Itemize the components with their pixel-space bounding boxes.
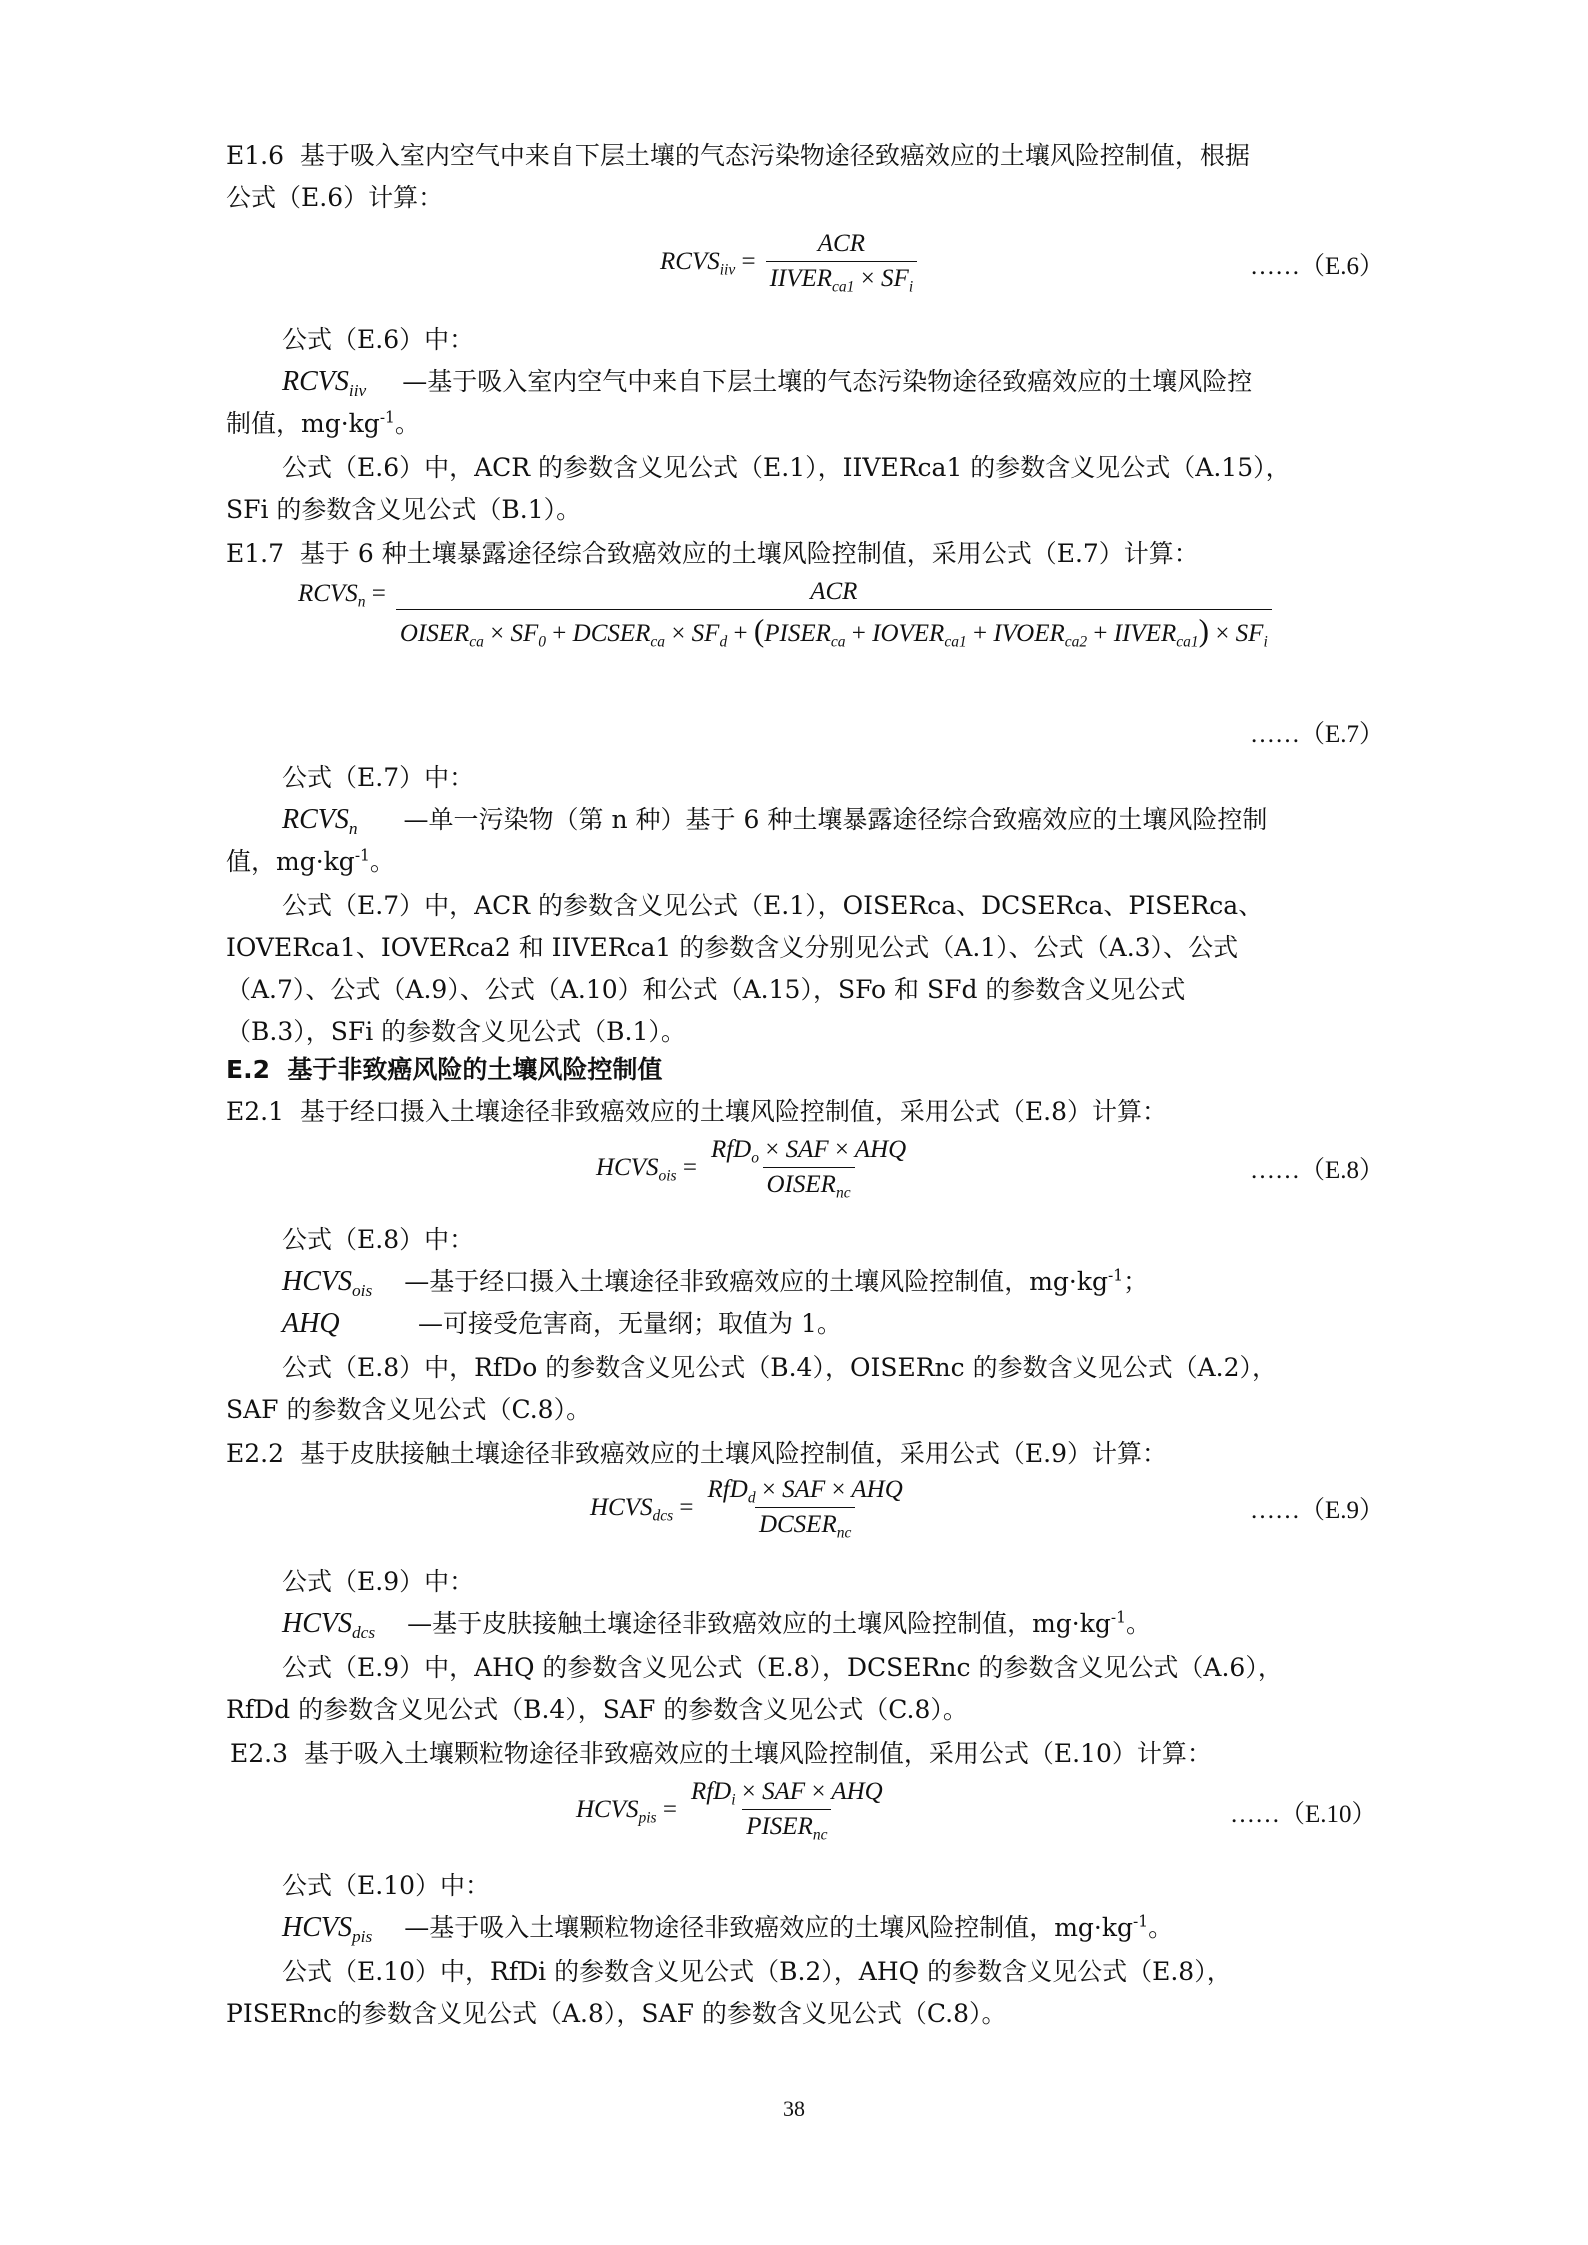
e23-definition-hcvs-pis: $HCVS_{pis}$ —基于吸入土壤颗粒物途径非致癌效应的土壤风险控制值，$mg\cdot kg^{-1}$。 — [282, 1912, 1174, 1947]
e16-title-line1: E1.6 基于吸入室内空气中来自下层土壤的气态污染物途径致癌效应的土壤风险控制值，根据 — [226, 141, 1250, 170]
equation-number-e6: ……（E.6） — [1250, 253, 1385, 280]
e16-definition-line2: 制值，$mg\cdot kg^{-1}$。 — [226, 408, 420, 438]
e22-title: E2.2 基于皮肤接触土壤途径非致癌效应的土壤风险控制值，采用公式（E.9）计算： — [226, 1439, 1168, 1468]
equation-number-e8: ……（E.8） — [1250, 1157, 1385, 1184]
equation-e7: $RCVS_n$ = ACR $OISER_{ca} \times SF_0$ + $DCSER_{ca} \times SF_d$ + ($PISER_{ca}$ + $IOVER_{ca1}$ + $IVOER_{ca2}$ + $IIVER_{ca1}) \times SF_i$ — [298, 578, 1272, 649]
e17-definition-line1: $RCVS_n$ —单一污染物（第 n 种）基于 6 种土壤暴露途径综合致癌效应的土壤风险控制 — [282, 804, 1268, 839]
e21-definition-hcvs-ois: $HCVS_{ois}$ —基于经口摄入土壤途径非致癌效应的土壤风险控制值，$mg\cdot kg^{-1}$； — [282, 1266, 1149, 1301]
e17-where-label: 公式（E.7）中： — [282, 763, 475, 792]
symbol-rcvs-iiv: $RCVS_{iiv}$ — [282, 366, 367, 401]
e16-reference-line1: 公式（E.6）中，ACR 的参数含义见公式（E.1），IIVERca1 的参数含义见公式（A.15）， — [282, 453, 1291, 482]
e23-reference-line2: PISERnc的参数含义见公式（A.8），SAF 的参数含义见公式（C.8）。 — [226, 1999, 1007, 2028]
symbol-hcvs-dcs: $HCVS_{dcs}$ — [282, 1608, 376, 1643]
section-heading-e2: E.2 基于非致癌风险的土壤风险控制值 — [226, 1055, 663, 1084]
e16-title-line2: 公式（E.6）计算： — [226, 183, 444, 212]
e16-where-label: 公式（E.6）中： — [282, 325, 475, 354]
e17-title: E1.7 基于 6 种土壤暴露途径综合致癌效应的土壤风险控制值，采用公式（E.7）计算： — [226, 539, 1199, 568]
symbol-hcvs-pis: $HCVS_{pis}$ — [282, 1912, 373, 1947]
e16-reference-line2: SFi 的参数含义见公式（B.1）。 — [226, 495, 582, 524]
e17-reference-line1: 公式（E.7）中，ACR 的参数含义见公式（E.1），OISERca、DCSERca、PISERca、 — [282, 891, 1264, 920]
e16-definition-line1: $RCVS_{iiv}$ —基于吸入室内空气中来自下层土壤的气态污染物途径致癌效应的土壤风险控 — [282, 366, 1253, 401]
e22-reference-line2: RfDd 的参数含义见公式（B.4），SAF 的参数含义见公式（C.8）。 — [226, 1695, 968, 1724]
equation-number-e9: ……（E.9） — [1250, 1497, 1385, 1524]
equation-e8: $HCVS_{ois}$ = $\frac{RfD_o \times SAF \times AHQ}{OISER_{nc}}$ — [596, 1136, 907, 1202]
equation-e9: $HCVS_{dcs}$ = $\frac{RfD_d \times SAF \times AHQ}{DCSER_{nc}}$ — [590, 1476, 903, 1542]
symbol-rcvs-n: $RCVS_n$ — [282, 804, 358, 839]
e17-definition-line2: 值，$mg\cdot kg^{-1}$。 — [226, 846, 395, 876]
symbol-ahq: AHQ — [282, 1308, 340, 1339]
e17-reference-line4: （B.3），SFi 的参数含义见公式（B.1）。 — [226, 1017, 686, 1046]
e23-title: E2.3 基于吸入土壤颗粒物途径非致癌效应的土壤风险控制值，采用公式（E.10）计算： — [230, 1739, 1212, 1768]
e21-where-label: 公式（E.8）中： — [282, 1225, 475, 1254]
e22-reference-line1: 公式（E.9）中，AHQ 的参数含义见公式（E.8），DCSERnc 的参数含义见公式（A.6）， — [282, 1653, 1283, 1682]
e22-definition-hcvs-dcs: $HCVS_{dcs}$ —基于皮肤接触土壤途径非致癌效应的土壤风险控制值，$mg\cdot kg^{-1}$。 — [282, 1608, 1152, 1643]
e21-reference-line1: 公式（E.8）中，RfDo 的参数含义见公式（B.4），OISERnc 的参数含义见公式（A.2）， — [282, 1353, 1277, 1382]
e22-where-label: 公式（E.9）中： — [282, 1567, 475, 1596]
e17-reference-line2: IOVERca1、IOVERca2 和 IIVERca1 的参数含义分别见公式（A.1）、公式（A.3）、公式 — [226, 933, 1239, 962]
equation-e6: $RCVS_{iiv}$ = $\frac{\text{ACR}}{IIVER_{ca1} \times SF_i}$ — [660, 230, 917, 293]
e23-reference-line1: 公式（E.10）中，RfDi 的参数含义见公式（B.2），AHQ 的参数含义见公式（E.8）， — [282, 1957, 1232, 1986]
e21-definition-ahq: AHQ —可接受危害商，无量纲；取值为 1。 — [282, 1306, 842, 1342]
e21-title: E2.1 基于经口摄入土壤途径非致癌效应的土壤风险控制值，采用公式（E.8）计算： — [226, 1097, 1168, 1126]
e17-reference-line3: （A.7）、公式（A.9）、公式（A.10）和公式（A.15），SFo 和 SFd 的参数含义见公式 — [226, 975, 1186, 1004]
symbol-hcvs-ois: $HCVS_{ois}$ — [282, 1266, 373, 1301]
e21-reference-line2: SAF 的参数含义见公式（C.8）。 — [226, 1395, 592, 1424]
equation-number-e10: ……（E.10） — [1230, 1801, 1377, 1828]
equation-e10: $HCVS_{pis}$ = $\frac{RfD_i \times SAF \times AHQ}{PISER_{nc}}$ — [576, 1778, 883, 1844]
equation-number-e7: ……（E.7） — [1250, 721, 1385, 748]
e23-where-label: 公式（E.10）中： — [282, 1871, 491, 1900]
page-number: 38 — [783, 2096, 805, 2121]
